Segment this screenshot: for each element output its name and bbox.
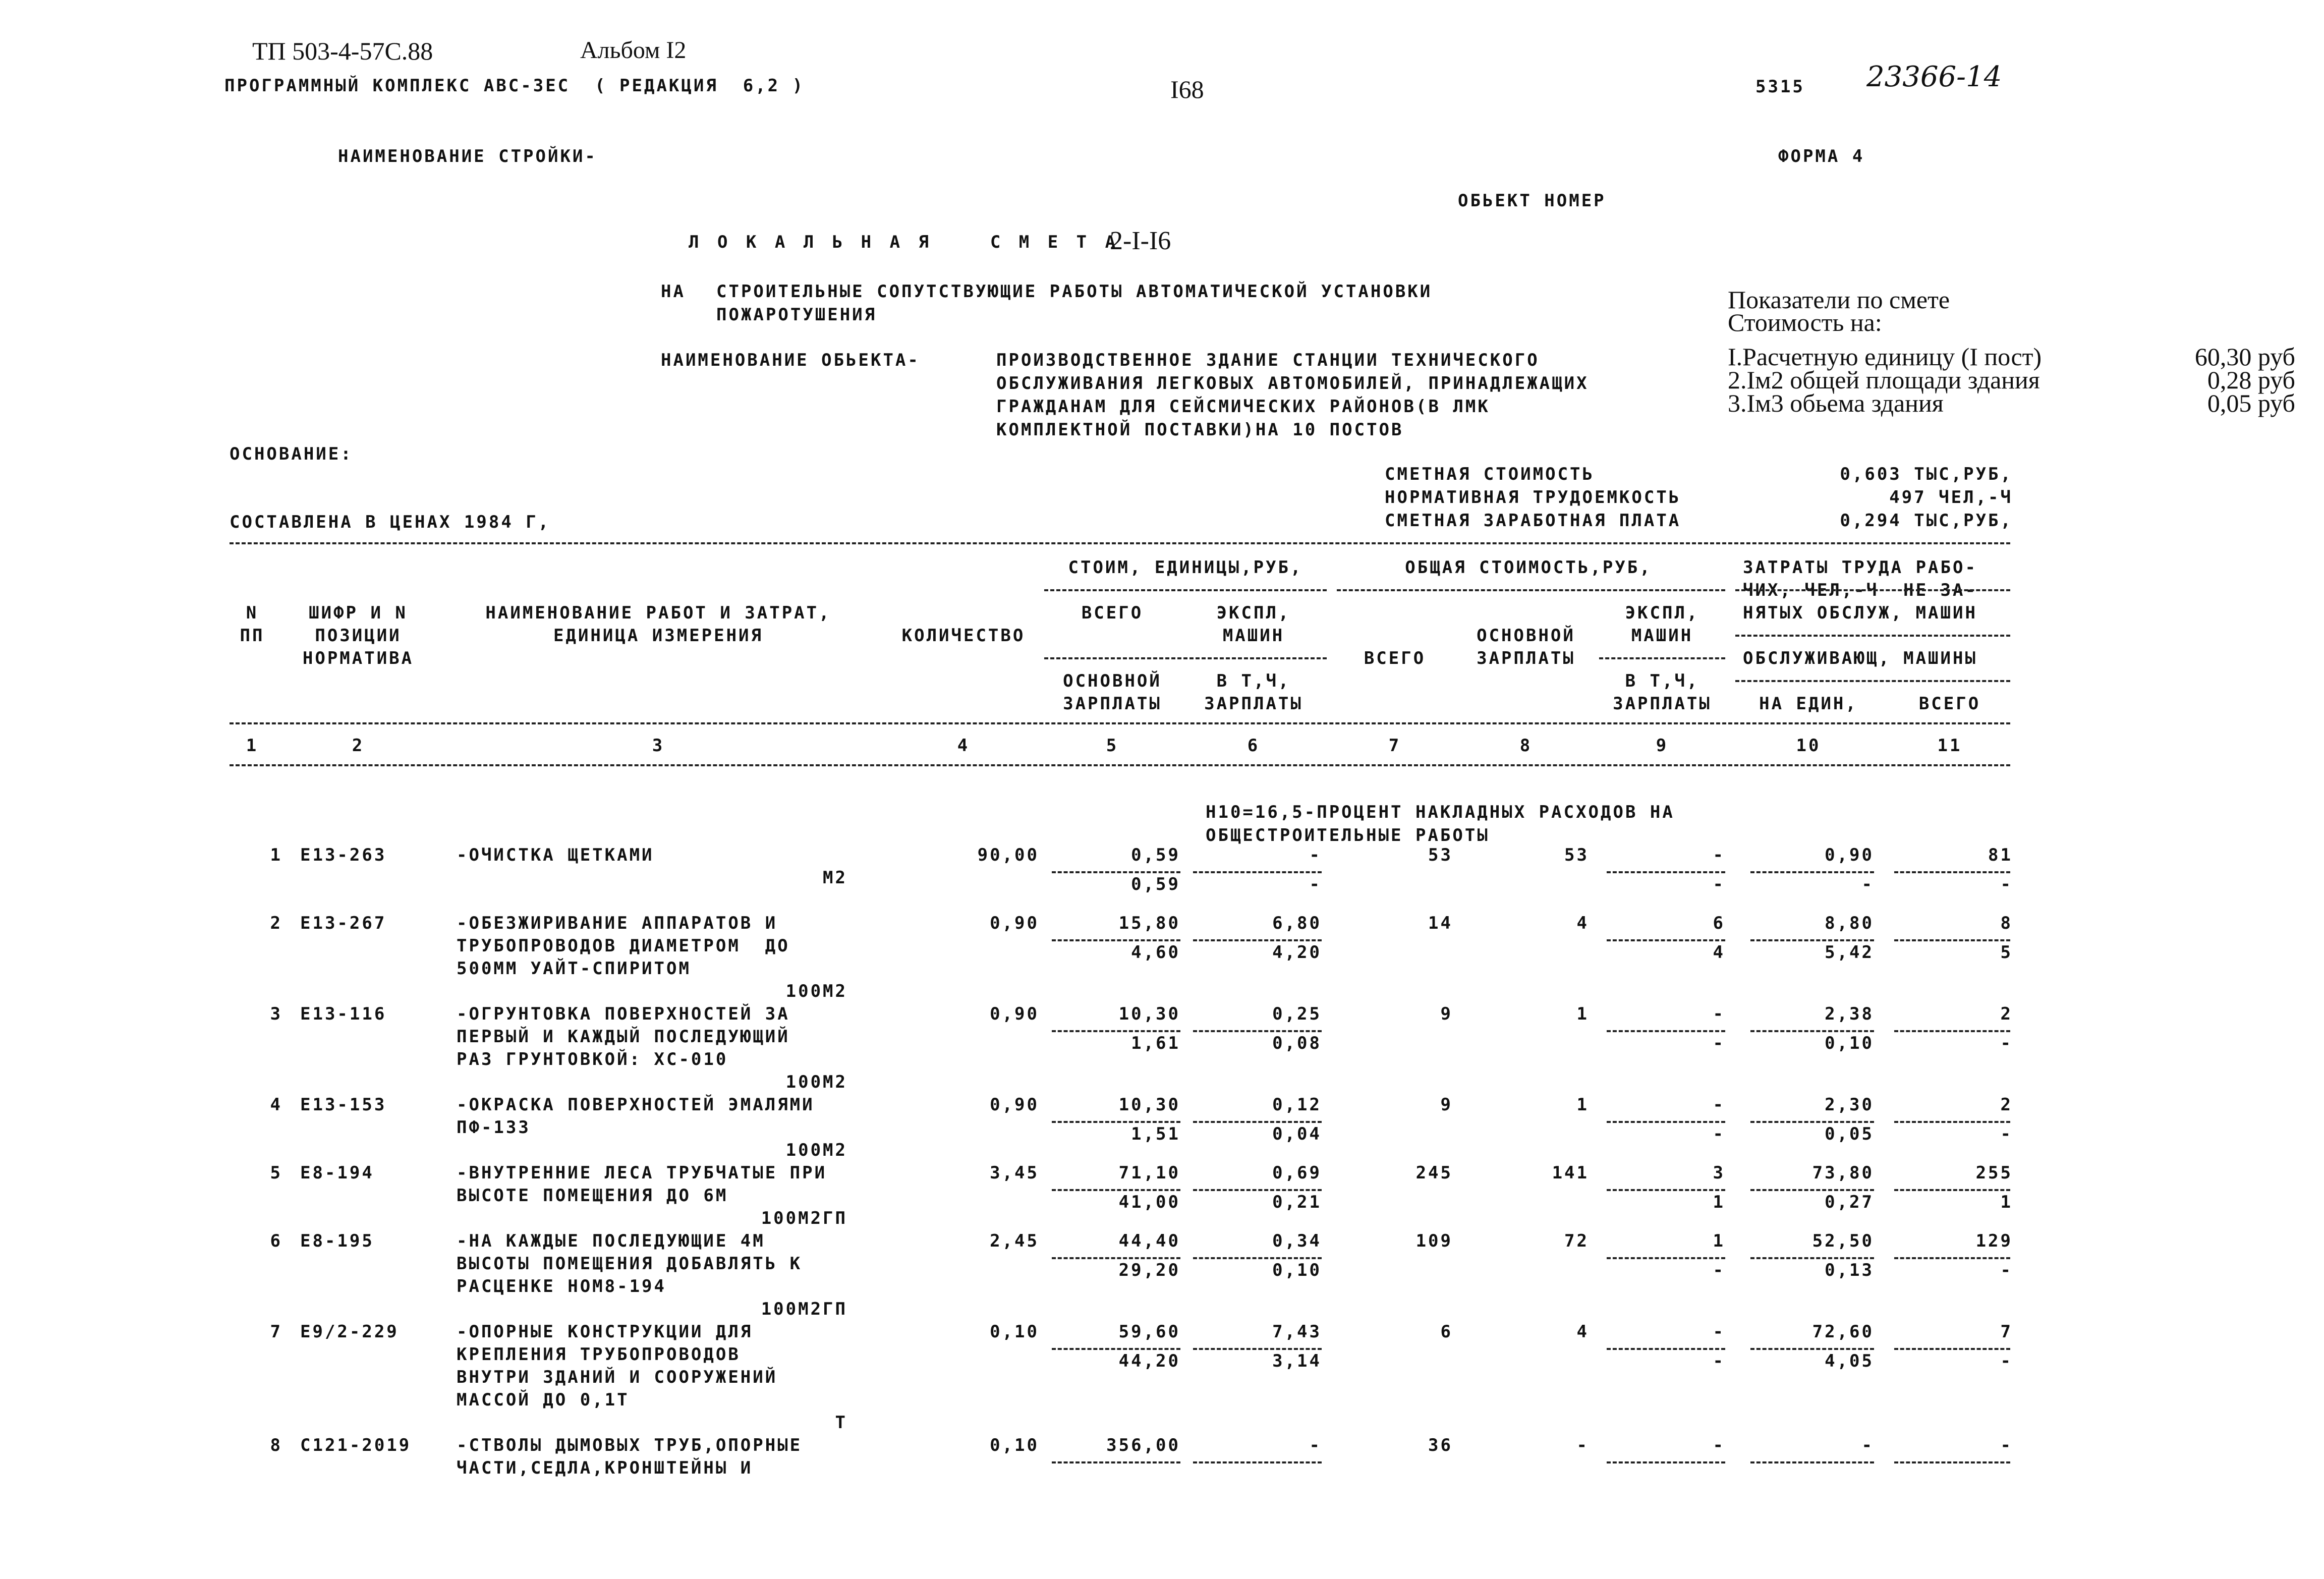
column-number: 5 — [1106, 736, 1119, 756]
unit-machine-wage: 3,14 — [1272, 1351, 1322, 1371]
header-rule — [1044, 589, 1327, 591]
summary-value: 0,603 ТЫС,РУБ, — [1840, 464, 2013, 484]
total-cost: 9 — [1440, 1004, 1453, 1024]
quantity: 0,90 — [990, 1004, 1039, 1024]
unit-cost-total: 15,80 — [1118, 913, 1180, 933]
total-cost: 36 — [1428, 1435, 1453, 1455]
unit-cost-total: 356,00 — [1106, 1435, 1180, 1455]
col-unit-wage-label: ОСНОВНОЙ — [1063, 671, 1162, 691]
cell-underline — [1750, 871, 1874, 873]
cell-underline — [1894, 939, 2010, 941]
summary-label: НОРМАТИВНАЯ ТРУДОЕМКОСТЬ — [1385, 487, 1681, 507]
indicator-value: 0,28 руб — [2207, 366, 2295, 394]
object-label: НАИМЕНОВАНИЕ ОБЬЕКТА- — [661, 350, 920, 370]
unit-wage: 29,20 — [1118, 1260, 1180, 1280]
quantity: 0,90 — [990, 913, 1039, 933]
machine-labor-per-unit: 0,05 — [1825, 1124, 1874, 1144]
labor-per-unit: - — [1861, 1435, 1874, 1455]
total-wage: 4 — [1576, 913, 1589, 933]
cell-underline — [1193, 1348, 1322, 1350]
unit-cost-machine: 7,43 — [1272, 1322, 1322, 1342]
cell-underline — [1193, 939, 1322, 941]
cell-underline — [1193, 1121, 1322, 1123]
row-number: 6 — [270, 1231, 282, 1251]
total-wage: - — [1576, 1435, 1589, 1455]
album-label: Альбом I2 — [580, 37, 687, 64]
unit-cost-machine: - — [1309, 845, 1322, 865]
total-wage: 1 — [1576, 1004, 1589, 1024]
on-label: НА — [661, 281, 686, 302]
cell-underline — [1894, 1461, 2010, 1463]
col-name-label: НАИМЕНОВАНИЕ РАБОТ И ЗАТРАТ, — [485, 603, 831, 623]
col-labor-unit-label: НА ЕДИН, — [1759, 694, 1858, 714]
cell-underline — [1193, 1189, 1322, 1191]
handwritten-number: 23366-14 — [1866, 61, 2002, 93]
prices-label: СОСТАВЛЕНА В ЦЕНАХ 1984 Г, — [230, 512, 551, 532]
position-code: Е13-267 — [300, 913, 387, 933]
cell-underline — [1894, 871, 2010, 873]
indicator-label: 3.Iм3 обьема здания — [1728, 389, 1944, 417]
column-number: 1 — [246, 736, 259, 756]
subject-line-2: ПОЖАРОТУШЕНИЯ — [716, 305, 877, 325]
unit-cost-machine: 0,25 — [1272, 1004, 1322, 1024]
col-unit-total-label: ВСЕГО — [1081, 603, 1144, 623]
total-cost: 14 — [1428, 913, 1453, 933]
unit-cost-total: 0,59 — [1131, 845, 1180, 865]
code-number: 5315 — [1755, 77, 1805, 97]
column-number: 2 — [352, 736, 365, 756]
col-total-mach-label: ЭКСПЛ, — [1625, 603, 1699, 623]
cell-underline — [1750, 1257, 1874, 1259]
total-wage: 53 — [1564, 845, 1589, 865]
estimate-number: 2-I-I6 — [1110, 227, 1171, 255]
unit-of-measure: 100М2 — [785, 1140, 847, 1160]
unit-wage: 44,20 — [1118, 1351, 1180, 1371]
col-unit-incl-label: В Т,Ч, — [1216, 671, 1291, 691]
cell-underline — [1607, 1257, 1725, 1259]
cell-underline — [1894, 1348, 2010, 1350]
header-rule — [1735, 635, 2010, 637]
unit-wage: 1,61 — [1131, 1033, 1180, 1053]
cell-underline — [1607, 1030, 1725, 1032]
col-code-label: НОРМАТИВА — [302, 648, 414, 668]
unit-cost-total: 59,60 — [1118, 1322, 1180, 1342]
object-number-label: ОБЬЕКТ НОМЕР — [1458, 191, 1606, 211]
cell-underline — [1607, 1461, 1725, 1463]
col-unit-cost-label: СТОИМ, ЕДИНИЦЫ,РУБ, — [1068, 557, 1303, 578]
col-code-label: ШИФР И N — [309, 603, 408, 623]
unit-cost-total: 10,30 — [1118, 1095, 1180, 1115]
machine-labor-per-unit: 4,05 — [1825, 1351, 1874, 1371]
machine-labor-per-unit: 0,27 — [1825, 1192, 1874, 1212]
total-cost: 53 — [1428, 845, 1453, 865]
column-number-bottom-rule — [230, 764, 2010, 766]
labor-total: 7 — [2000, 1322, 2013, 1342]
unit-of-measure: 100М2 — [785, 981, 847, 1001]
col-labor-label: ОБСЛУЖИВАЮЩ, МАШИНЫ — [1743, 648, 1977, 668]
quantity: 0,10 — [990, 1435, 1039, 1455]
row-number: 7 — [270, 1322, 282, 1342]
cell-underline — [1750, 1189, 1874, 1191]
work-name-line: -НА КАЖДЫЕ ПОСЛЕДУЮЩИЕ 4М — [457, 1231, 765, 1251]
total-wage: 72 — [1564, 1231, 1589, 1251]
column-number: 4 — [957, 736, 970, 756]
unit-of-measure: 100М2ГП — [761, 1299, 847, 1319]
col-total-all-label: ВСЕГО — [1364, 648, 1426, 668]
cell-underline — [1052, 1030, 1180, 1032]
row-number: 5 — [270, 1163, 282, 1183]
unit-cost-machine: 0,34 — [1272, 1231, 1322, 1251]
col-total-mach-label: МАШИН — [1631, 626, 1693, 646]
col-labor-label: ЗАТРАТЫ ТРУДА РАБО- — [1743, 557, 1977, 578]
document-code: ТП 503-4-57С.88 — [252, 37, 433, 65]
cell-underline — [1607, 1189, 1725, 1191]
total-machine-wage: - — [1713, 1351, 1725, 1371]
total-machine-wage: - — [1713, 1260, 1725, 1280]
col-n-label: N — [246, 603, 259, 623]
cell-underline — [1750, 939, 1874, 941]
labor-total: 129 — [1975, 1231, 2013, 1251]
row-number: 3 — [270, 1004, 282, 1024]
quantity: 90,00 — [977, 845, 1039, 865]
work-name-line: ВЫСОТЕ ПОМЕЩЕНИЯ ДО 6М — [457, 1186, 728, 1206]
cell-underline — [1894, 1189, 2010, 1191]
cell-underline — [1607, 939, 1725, 941]
col-unit-mach-label: ЭКСПЛ, — [1216, 603, 1291, 623]
cell-underline — [1750, 1030, 1874, 1032]
cell-underline — [1052, 939, 1180, 941]
unit-machine-wage: 0,10 — [1272, 1260, 1322, 1280]
labor-per-unit: 73,80 — [1812, 1163, 1874, 1183]
unit-of-measure: 100М2 — [785, 1072, 847, 1092]
total-wage: 4 — [1576, 1322, 1589, 1342]
work-name-line: -ВНУТРЕННИЕ ЛЕСА ТРУБЧАТЫЕ ПРИ — [457, 1163, 827, 1183]
machine-labor-total: - — [2000, 1033, 2013, 1053]
indicator-value: 60,30 руб — [2194, 343, 2295, 371]
machine-labor-per-unit: - — [1861, 874, 1874, 894]
construction-name-label: НАИМЕНОВАНИЕ СТРОЙКИ- — [338, 146, 597, 166]
page-number: I68 — [1170, 75, 1204, 103]
cell-underline — [1052, 1461, 1180, 1463]
total-machine: 1 — [1713, 1231, 1725, 1251]
cell-underline — [1894, 1257, 2010, 1259]
total-machine-wage: - — [1713, 1033, 1725, 1053]
indicators-heading: Показатели по смете — [1728, 286, 1950, 314]
header-rule — [1599, 657, 1725, 659]
machine-labor-total: 5 — [2000, 942, 2013, 963]
cell-underline — [1607, 1348, 1725, 1350]
machine-labor-total: - — [2000, 1351, 2013, 1371]
total-machine: 6 — [1713, 913, 1725, 933]
col-n-label: ПП — [240, 626, 265, 646]
object-line-1: ПРОИЗВОДСТВЕННОЕ ЗДАНИЕ СТАНЦИИ ТЕХНИЧЕСКОГО — [996, 350, 1540, 370]
header-bottom-rule — [230, 722, 2010, 724]
row-number: 8 — [270, 1435, 282, 1455]
total-machine-wage: 4 — [1713, 942, 1725, 963]
work-name-line: ПФ-133 — [457, 1117, 531, 1138]
total-machine: - — [1713, 1322, 1725, 1342]
work-name-line: ТРУБОПРОВОДОВ ДИАМЕТРОМ ДО — [457, 936, 790, 956]
labor-total: 2 — [2000, 1095, 2013, 1115]
col-unit-wage-label: ЗАРПЛАТЫ — [1063, 694, 1162, 714]
total-machine: - — [1713, 845, 1725, 865]
indicator-label: 2.Iм2 общей площади здания — [1728, 366, 2040, 394]
summary-value: 0,294 ТЫС,РУБ, — [1840, 511, 2013, 531]
total-machine-wage: - — [1713, 874, 1725, 894]
total-cost: 109 — [1415, 1231, 1453, 1251]
work-name-line: -СТВОЛЫ ДЫМОВЫХ ТРУБ,ОПОРНЫЕ — [457, 1435, 803, 1455]
work-name-line: ЧАСТИ,СЕДЛА,КРОНШТЕЙНЫ И — [457, 1458, 753, 1478]
col-total-wage-label: ЗАРПЛАТЫ — [1477, 648, 1575, 668]
position-code: Е8-195 — [300, 1231, 374, 1251]
position-code: С121-2019 — [300, 1435, 412, 1455]
col-unit-incl-label: ЗАРПЛАТЫ — [1204, 694, 1303, 714]
cell-underline — [1193, 1030, 1322, 1032]
overhead-note: ОБЩЕСТРОИТЕЛЬНЫЕ РАБОТЫ — [1206, 825, 1490, 845]
quantity: 2,45 — [990, 1231, 1039, 1251]
column-number: 10 — [1796, 736, 1821, 756]
position-code: Е13-263 — [300, 845, 387, 865]
unit-cost-machine: 0,12 — [1272, 1095, 1322, 1115]
unit-wage: 4,60 — [1131, 942, 1180, 963]
labor-total: 2 — [2000, 1004, 2013, 1024]
cell-underline — [1750, 1348, 1874, 1350]
unit-machine-wage: - — [1309, 874, 1322, 894]
indicator-label: I.Расчетную единицу (I пост) — [1728, 343, 2042, 371]
unit-cost-total: 44,40 — [1118, 1231, 1180, 1251]
col-code-label: ПОЗИЦИИ — [315, 626, 402, 646]
col-total-wage-label: ОСНОВНОЙ — [1477, 626, 1575, 646]
overhead-note: Н10=16,5-ПРОЦЕНТ НАКЛАДНЫХ РАСХОДОВ НА — [1206, 802, 1675, 822]
column-number: 8 — [1519, 736, 1533, 756]
work-name-line: -ОБЕЗЖИРИВАНИЕ АППАРАТОВ И — [457, 913, 778, 933]
col-labor-label: ЧИХ, ЧЕЛ,-Ч НЕ ЗА- — [1743, 580, 1977, 600]
total-cost: 6 — [1440, 1322, 1453, 1342]
col-total-cost-label: ОБЩАЯ СТОИМОСТЬ,РУБ, — [1405, 557, 1652, 578]
unit-cost-machine: - — [1309, 1435, 1322, 1455]
unit-machine-wage: 4,20 — [1272, 942, 1322, 963]
header-rule — [1044, 657, 1327, 659]
unit-cost-total: 10,30 — [1118, 1004, 1180, 1024]
machine-labor-total: - — [2000, 874, 2013, 894]
work-name-line: -ОЧИСТКА ЩЕТКАМИ — [457, 845, 654, 865]
cell-underline — [1750, 1121, 1874, 1123]
col-labor-total-label: ВСЕГО — [1918, 694, 1981, 714]
indicators-subheading: Стоимость на: — [1728, 308, 1882, 336]
cell-underline — [1052, 1348, 1180, 1350]
work-name-line: КРЕПЛЕНИЯ ТРУБОПРОВОДОВ — [457, 1344, 741, 1365]
col-name-label: ЕДИНИЦА ИЗМЕРЕНИЯ — [553, 626, 763, 646]
labor-per-unit: 8,80 — [1825, 913, 1874, 933]
cell-underline — [1052, 1189, 1180, 1191]
object-line-2: ОБСЛУЖИВАНИЯ ЛЕГКОВЫХ АВТОМОБИЛЕЙ, ПРИНАДЛЕЖАЩИХ — [996, 373, 1589, 393]
unit-cost-total: 71,10 — [1118, 1163, 1180, 1183]
unit-machine-wage: 0,21 — [1272, 1192, 1322, 1212]
table-top-rule — [230, 542, 2010, 544]
cell-underline — [1193, 1257, 1322, 1259]
labor-total: 8 — [2000, 913, 2013, 933]
position-code: Е9/2-229 — [300, 1322, 399, 1342]
unit-machine-wage: 0,08 — [1272, 1033, 1322, 1053]
unit-cost-machine: 6,80 — [1272, 913, 1322, 933]
unit-machine-wage: 0,04 — [1272, 1124, 1322, 1144]
labor-per-unit: 0,90 — [1825, 845, 1874, 865]
unit-wage: 41,00 — [1118, 1192, 1180, 1212]
total-cost: 245 — [1415, 1163, 1453, 1183]
column-number: 3 — [652, 736, 665, 756]
unit-cost-machine: 0,69 — [1272, 1163, 1322, 1183]
quantity: 0,10 — [990, 1322, 1039, 1342]
indicator-value: 0,05 руб — [2207, 389, 2295, 417]
total-machine: - — [1713, 1435, 1725, 1455]
quantity: 3,45 — [990, 1163, 1039, 1183]
col-total-incl-label: В Т,Ч, — [1625, 671, 1699, 691]
machine-labor-total: 1 — [2000, 1192, 2013, 1212]
work-name-line: -ОКРАСКА ПОВЕРХНОСТЕЙ ЭМАЛЯМИ — [457, 1095, 815, 1115]
cell-underline — [1750, 1461, 1874, 1463]
total-machine-wage: 1 — [1713, 1192, 1725, 1212]
work-name-line: ВЫСОТЫ ПОМЕЩЕНИЯ ДОБАВЛЯТЬ К — [457, 1254, 803, 1274]
machine-labor-per-unit: 0,13 — [1825, 1260, 1874, 1280]
labor-total: 81 — [1988, 845, 2013, 865]
machine-labor-total: - — [2000, 1260, 2013, 1280]
column-number: 11 — [1937, 736, 1962, 756]
cell-underline — [1052, 871, 1180, 873]
labor-per-unit: 72,60 — [1812, 1322, 1874, 1342]
total-machine: - — [1713, 1095, 1725, 1115]
cell-underline — [1052, 1121, 1180, 1123]
total-machine-wage: - — [1713, 1124, 1725, 1144]
cell-underline — [1894, 1030, 2010, 1032]
cell-underline — [1052, 1257, 1180, 1259]
col-qty-label: КОЛИЧЕСТВО — [901, 626, 1026, 646]
work-name-line: РАСЦЕНКЕ НОМ8-194 — [457, 1276, 666, 1296]
unit-of-measure: Т — [835, 1413, 847, 1433]
work-name-line: -ОПОРНЫЕ КОНСТРУКЦИИ ДЛЯ — [457, 1322, 753, 1342]
total-cost: 9 — [1440, 1095, 1453, 1115]
form-label: ФОРМА 4 — [1778, 146, 1865, 166]
summary-value: 497 ЧЕЛ,-Ч — [1889, 487, 2013, 507]
column-number: 9 — [1656, 736, 1669, 756]
position-code: Е13-153 — [300, 1095, 387, 1115]
unit-of-measure: М2 — [823, 868, 847, 888]
object-line-3: ГРАЖДАНАМ ДЛЯ СЕЙСМИЧЕСКИХ РАЙОНОВ(В ЛМК — [996, 397, 1490, 417]
cell-underline — [1193, 871, 1322, 873]
cell-underline — [1894, 1121, 2010, 1123]
summary-label: СМЕТНАЯ СТОИМОСТЬ — [1385, 464, 1595, 484]
total-wage: 1 — [1576, 1095, 1589, 1115]
machine-labor-per-unit: 5,42 — [1825, 942, 1874, 963]
subject-line-1: СТРОИТЕЛЬНЫЕ СОПУТСТВУЮЩИЕ РАБОТЫ АВТОМАТИЧЕСКОЙ УСТАНОВКИ — [716, 281, 1433, 302]
unit-wage: 1,51 — [1131, 1124, 1180, 1144]
work-name-line: 500ММ УАЙТ-СПИРИТОМ — [457, 958, 691, 979]
row-number: 2 — [270, 913, 282, 933]
col-labor-label: НЯТЫХ ОБСЛУЖ, МАШИН — [1743, 603, 1977, 623]
work-name-line: МАССОЙ ДО 0,1Т — [457, 1390, 630, 1410]
position-code: Е8-194 — [300, 1163, 374, 1183]
object-line-4: КОМПЛЕКТНОЙ ПОСТАВКИ)НА 10 ПОСТОВ — [996, 420, 1404, 440]
labor-per-unit: 2,38 — [1825, 1004, 1874, 1024]
work-name-line: ВНУТРИ ЗДАНИЙ И СООРУЖЕНИЙ — [457, 1367, 778, 1387]
cell-underline — [1193, 1461, 1322, 1463]
total-machine: 3 — [1713, 1163, 1725, 1183]
column-number: 6 — [1247, 736, 1260, 756]
col-unit-mach-label: МАШИН — [1222, 626, 1285, 646]
machine-labor-total: - — [2000, 1124, 2013, 1144]
summary-label: СМЕТНАЯ ЗАРАБОТНАЯ ПЛАТА — [1385, 511, 1681, 531]
cell-underline — [1607, 1121, 1725, 1123]
header-rule — [1337, 589, 1725, 591]
basis-label: ОСНОВАНИЕ: — [230, 444, 353, 464]
work-name-line: РАЗ ГРУНТОВКОЙ: ХС-010 — [457, 1049, 728, 1069]
labor-per-unit: 2,30 — [1825, 1095, 1874, 1115]
total-machine: - — [1713, 1004, 1725, 1024]
quantity: 0,90 — [990, 1095, 1039, 1115]
header-rule — [1735, 589, 2010, 591]
program-label: ПРОГРАММНЫЙ КОМПЛЕКС АВС-3ЕС ( РЕДАКЦИЯ 6,2 ) — [224, 76, 805, 96]
labor-total: - — [2000, 1435, 2013, 1455]
labor-total: 255 — [1975, 1163, 2013, 1183]
column-number: 7 — [1388, 736, 1401, 756]
row-number: 4 — [270, 1095, 282, 1115]
cell-underline — [1607, 871, 1725, 873]
labor-per-unit: 52,50 — [1812, 1231, 1874, 1251]
unit-wage: 0,59 — [1131, 874, 1180, 894]
unit-of-measure: 100М2ГП — [761, 1208, 847, 1228]
header-rule — [1735, 680, 2010, 682]
estimate-title: Л О К А Л Ь Н А Я С М Е Т А — [689, 232, 1120, 252]
machine-labor-per-unit: 0,10 — [1825, 1033, 1874, 1053]
total-wage: 141 — [1552, 1163, 1589, 1183]
col-total-incl-label: ЗАРПЛАТЫ — [1613, 694, 1712, 714]
work-name-line: -ОГРУНТОВКА ПОВЕРХНОСТЕЙ ЗА — [457, 1004, 790, 1024]
position-code: Е13-116 — [300, 1004, 387, 1024]
work-name-line: ПЕРВЫЙ И КАЖДЫЙ ПОСЛЕДУЮЩИЙ — [457, 1027, 790, 1047]
row-number: 1 — [270, 845, 282, 865]
